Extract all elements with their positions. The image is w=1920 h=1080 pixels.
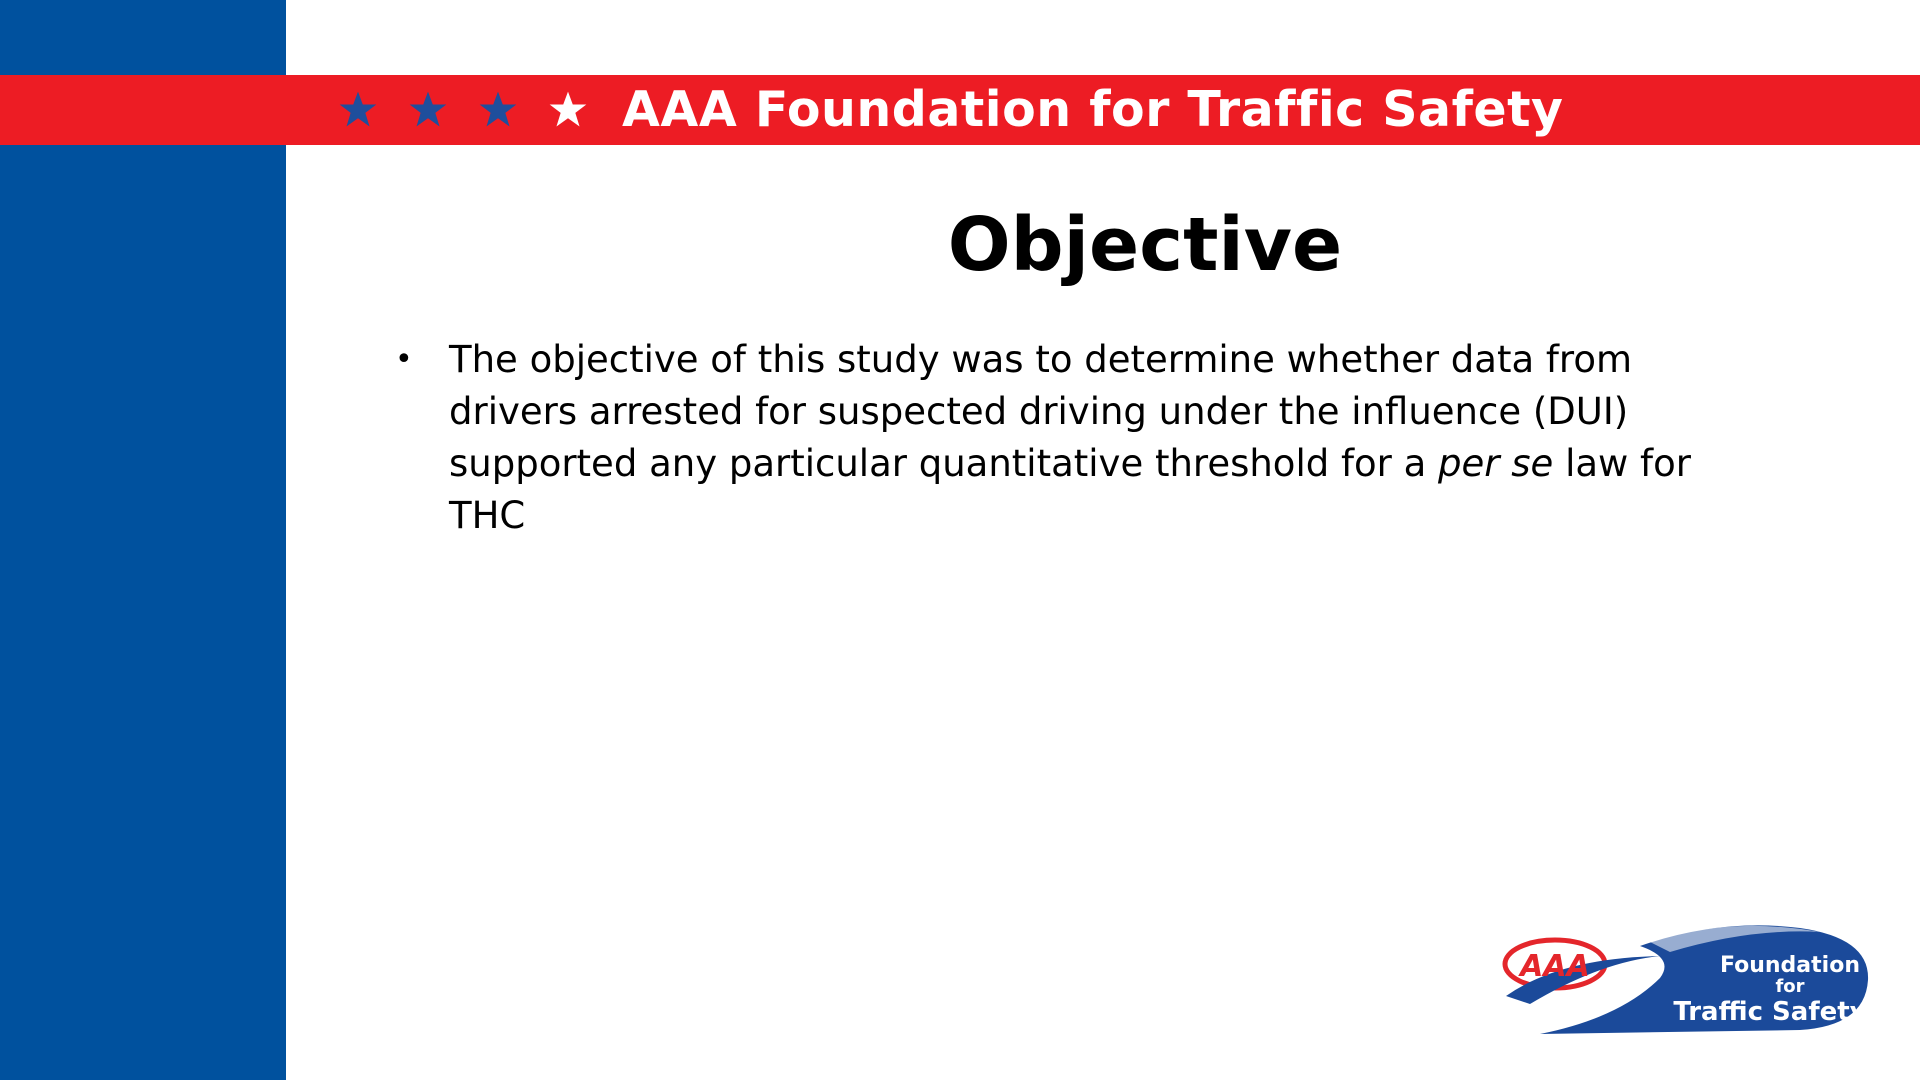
banner-stars <box>336 75 616 145</box>
bullet-text-italic: per se <box>1438 442 1554 485</box>
logo-line2: for <box>1775 976 1805 997</box>
banner-title: AAA Foundation for Traffic Safety <box>622 81 1564 138</box>
star-icon <box>476 88 520 132</box>
star-icon <box>406 88 450 132</box>
bullet-text-part: law for THC <box>449 442 1691 537</box>
star-icon <box>336 88 380 132</box>
bullet-text <box>449 334 1725 542</box>
page-title: Objective <box>947 202 1343 288</box>
aaa-foundation-logo <box>1500 918 1872 1038</box>
bullet-icon: • <box>395 342 413 377</box>
star-icon <box>546 88 590 132</box>
bullet-text-part: The objective of this study was to determine whether data from drivers arrested for suspected driving under the influence (DUI) supported any particular quantitative threshold for a <box>449 338 1633 485</box>
left-blue-bar <box>0 0 286 1080</box>
logo-line3: Traffic Safety <box>1673 997 1867 1027</box>
list-item <box>395 334 1725 542</box>
bullet-list <box>395 334 1725 542</box>
logo-aaa-text: AAA <box>1520 949 1590 984</box>
logo-line1: Foundation <box>1719 953 1861 978</box>
